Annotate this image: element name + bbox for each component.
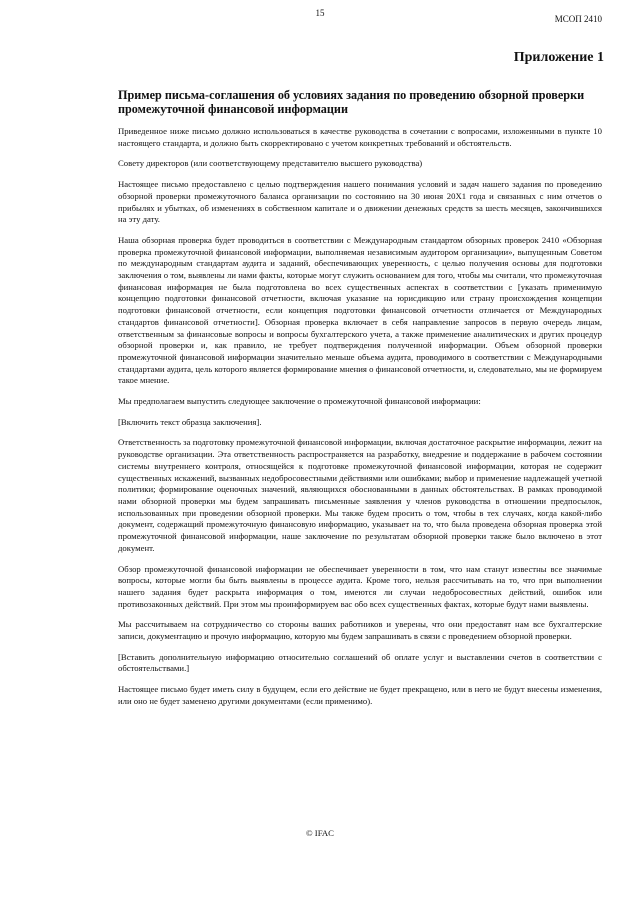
page-number: 15 — [315, 8, 325, 18]
paragraph-report-placeholder: [Включить текст образца заключения]. — [118, 416, 262, 427]
document-code: МСОП 2410 — [554, 14, 602, 24]
paragraph-management-responsibility: Ответственность за подготовку промежуточной финансовой информации, включая достаточное раскрытие информации, лежит на руководстве организации. Эта ответственность распространяется на разработку, внедрение и поддержание в рабочем состоянии системы внутреннего контроля, относящейся к подготовке промежуточной финансовой информации, которая не содержит существенных искажений, вызванных недобросовестными действиями или ошибками; выбор и применение надлежащей учетной политики; формирование оценочных значений, являющихся обоснованными в данных обстоятельствах. В рамках проводимой нами обзорной проверки мы будем запрашивать письменные заявления у членов руководства в отношении предпосылок, использованных при проведении обзорной проверки. Мы также будем просить о том, чтобы в тех случаях, когда какой-либо документ, содержащий промежуточную финансовую информацию, указывает на то, что была проведена обзорная проверка этой промежуточной финансовой информации, наше заключение по результатам обзорной проверки также было включено в этот документ. — [118, 437, 602, 553]
copyright-footer: © IFAC — [306, 828, 334, 838]
paragraph-addressee: Совету директоров (или соответствующему представителю высшего руководства) — [118, 158, 423, 169]
paragraph-validity: Настоящее письмо будет иметь силу в будущем, если его действие не будет прекращено, или в него не будут внесены изменения, или оно не будет заменено другими документами (если применимо). — [118, 684, 602, 706]
paragraph-review-scope: Наша обзорная проверка будет проводиться в соответствии с Международным стандартом обзорных проверок 2410 «Обзорная проверка промежуточной финансовой информации, выполняемая независимым аудитором организации», выпущенным Советом по международным стандартам аудита и заданий, обеспечивающих уверенность, с целью получения основы для подготовки заключения о том, выявлены ли нами факты, которые могут служить основанием для того, чтобы мы считали, что промежуточная финансовая информация не была подготовлена во всех существенных аспектах в соответствии с [указать применимую концепцию подготовки финансовой отчетности, включая указание на юрисдикцию или страну происхождения концепции подготовки финансовой отчетности, если концепция подготовки финансовой отчетности отличается от Международных стандартов финансовой отчетности]. Обзорная проверка включает в себя направление запросов в первую очередь лицам, ответственным за финансовые вопросы и вопросы бухгалтерского учета, а также применение аналитических и других процедур обзорной проверки и, как правило, не требует подтверждения полученной информации. Объем обзорной проверки промежуточной финансовой информации значительно меньше объема аудита, проводимого в соответствии с Международными стандартами аудита, цель которого является формирование мнения о финансовой отчетности, и, следовательно, мы не формируем такое мнение. — [118, 234, 602, 386]
paragraph-report-intent: Мы предполагаем выпустить следующее заключение о промежуточной финансовой информации: — [118, 396, 481, 407]
paragraph-limitations: Обзор промежуточной финансовой информации не обеспечивает уверенности в том, что нам станут известны все значимые вопросы, которые могли бы быть выявлены в процессе аудита. Кроме того, нельзя рассчитывать на то, что при выполнении нашего задания будет раскрыта информация о том, имеются ли случаи недобросовестных действий, ошибок или противозаконных действий. При этом мы проинформируем вас обо всех существенных фактах, которые будут нами выявлены. — [118, 563, 602, 609]
document-title: Пример письма-соглашения об условиях задания по проведению обзорной проверки промежуточной финансовой информации — [118, 88, 585, 116]
appendix-heading: Приложение 1 — [513, 50, 604, 65]
document-body — [118, 88, 602, 717]
paragraph-cooperation: Мы рассчитываем на сотрудничество со стороны ваших работников и уверены, что они предоставят нам все бухгалтерские записи, документацию и прочую информацию, которую мы будем запрашивать в связи с проведением обзорной проверки. — [118, 619, 602, 642]
paragraph-purpose: Настоящее письмо предоставлено с целью подтверждения нашего понимания условий и задач нашего задания по проведению обзорной проверки промежуточного баланса организации по состоянию на 30 июня 20Х1 года и связанных с ним отчетов о прибылях и убытках, об изменениях в собственном капитале и о движении денежных средств за шесть месяцев, закончившихся на эту дату. — [118, 179, 602, 225]
paragraph-fees-placeholder: [Вставить дополнительную информацию относительно соглашений об оплате услуг и выставлении счетов в соответствии с обстоятельствами.] — [118, 651, 602, 674]
paragraph-intro: Приведенное ниже письмо должно использоваться в качестве руководства в сочетании с вопросами, изложенными в пункте 10 настоящего стандарта, и должно быть скорректировано с учетом конкретных требований и обстоятельств. — [118, 126, 602, 148]
